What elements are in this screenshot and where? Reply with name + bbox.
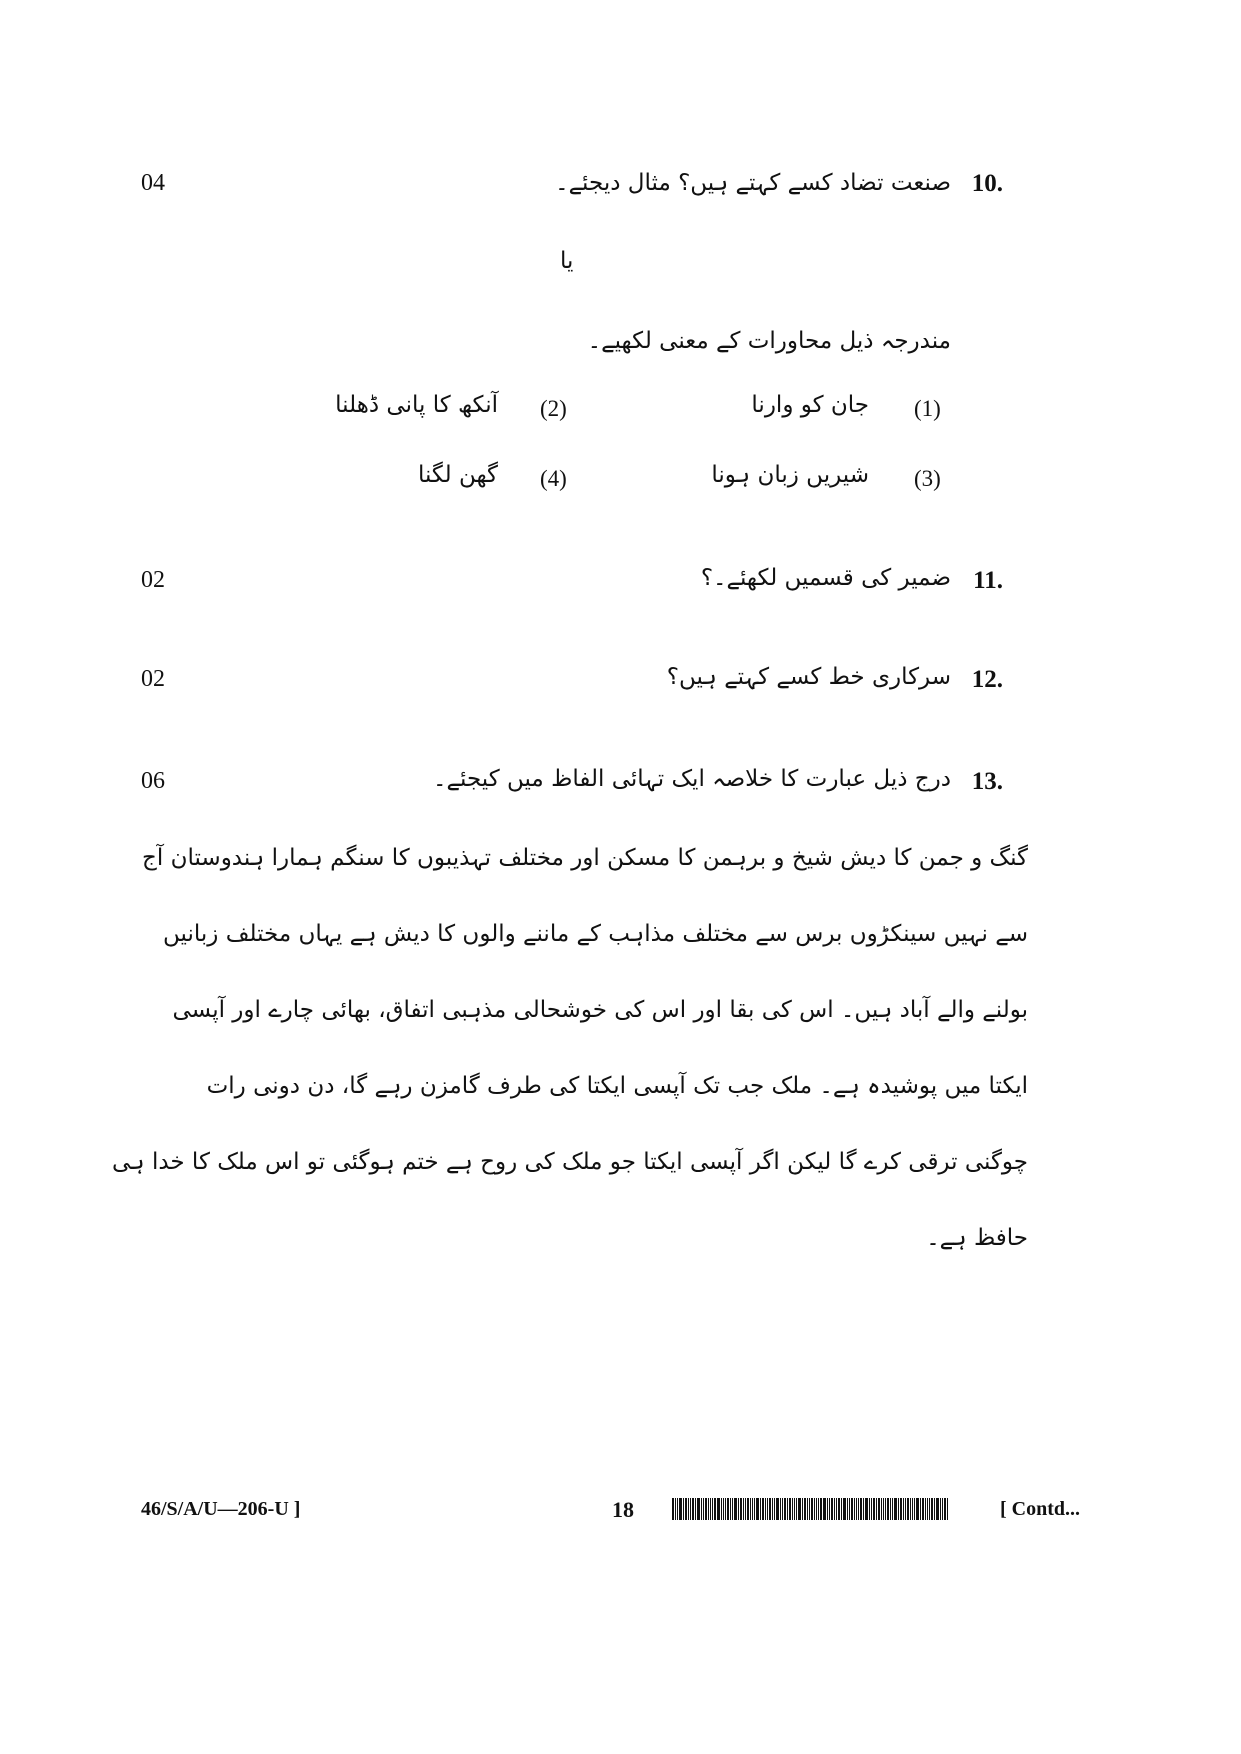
barcode-bar (701, 1498, 702, 1520)
barcode-bar (712, 1498, 713, 1520)
barcode-bar (898, 1498, 899, 1520)
barcode-bar (836, 1498, 837, 1520)
barcode-bar (863, 1498, 864, 1520)
option-2-text: آنکھ کا پانی ڈھلنا (335, 392, 498, 418)
q13-text: درج ذیل عبارت کا خلاصہ ایک تہائی الفاظ میں کیجئے۔ (433, 766, 951, 792)
q10-alt-instruction: مندرجہ ذیل محاورات کے معنی لکھیے۔ (587, 328, 951, 354)
q12-marks: 02 (141, 666, 165, 692)
barcode-bar (732, 1498, 733, 1520)
barcode-bar (740, 1498, 742, 1520)
barcode-bar (708, 1498, 709, 1520)
barcode-bar (881, 1498, 882, 1520)
option-1-number: (1) (914, 396, 941, 421)
barcode-bar (910, 1498, 911, 1520)
barcode-bar (831, 1498, 833, 1520)
barcode-bar (672, 1498, 674, 1520)
barcode-bar (916, 1498, 919, 1520)
barcode-bar (907, 1498, 909, 1520)
q12-number: 12. (971, 666, 1003, 693)
barcode-bar (834, 1498, 835, 1520)
barcode-bar (769, 1498, 771, 1520)
barcode-bar (818, 1498, 819, 1520)
barcode-bar (721, 1498, 722, 1520)
passage-line: سے نہیں سینکڑوں برس سے مختلف مذاہب کے ماننے والوں کا دیش ہے یہاں مختلف زبانیں (163, 921, 1028, 947)
barcode-bar (776, 1498, 779, 1520)
or-label: یا (560, 248, 574, 274)
barcode-bar (903, 1498, 904, 1520)
barcode-bar (869, 1498, 870, 1520)
barcode-bar (798, 1498, 801, 1520)
barcode-bar (750, 1498, 751, 1520)
barcode-bar (847, 1498, 848, 1520)
q10-marks: 04 (141, 170, 165, 196)
barcode-bar (747, 1498, 749, 1520)
q11-number: 11. (973, 567, 1003, 594)
barcode-bar (838, 1498, 840, 1520)
barcode-bar (912, 1498, 913, 1520)
barcode-bar (692, 1498, 694, 1520)
barcode-bar (754, 1498, 755, 1520)
barcode-bar (734, 1498, 737, 1520)
barcode-bar (929, 1498, 930, 1520)
barcode-bar (677, 1498, 678, 1520)
option-4-text: گھن لگنا (417, 462, 498, 488)
barcode-bar (940, 1498, 941, 1520)
passage-line: حافظ ہے۔ (926, 1225, 1028, 1251)
barcode-bar (760, 1498, 761, 1520)
q10-text: صنعت تضاد کسے کہتے ہیں؟ مثال دیجئے۔ (555, 170, 951, 196)
q11-text: ضمیر کی قسمیں لکھئے۔؟ (700, 565, 951, 591)
barcode-bar (925, 1498, 926, 1520)
barcode-bar (871, 1498, 872, 1520)
barcode-bar (780, 1498, 781, 1520)
barcode-bar (717, 1498, 720, 1520)
passage-line: گنگ و جمن کا دیش شیخ و برہمن کا مسکن اور مختلف تہذیبوں کا سنگم ہمارا ہندوستان آج (142, 845, 1028, 871)
barcode-bar (890, 1498, 891, 1520)
page-number: 18 (612, 1497, 634, 1522)
barcode-bar (873, 1498, 875, 1520)
passage-line: چوگنی ترقی کرے گا لیکن اگر آپسی ایکتا جو ملک کی روح ہے ختم ہوگئی تو اس ملک کا خدا ہی (111, 1149, 1028, 1175)
barcode-bar (792, 1498, 793, 1520)
barcode-bar (714, 1498, 716, 1520)
barcode-bar (767, 1498, 768, 1520)
barcode-bar (804, 1498, 806, 1520)
barcode-bar (787, 1498, 788, 1520)
barcode-bar (931, 1498, 933, 1520)
barcode-bar (703, 1498, 704, 1520)
barcode-bar (745, 1498, 746, 1520)
barcode-bar (809, 1498, 810, 1520)
barcode-bar (794, 1498, 795, 1520)
barcode-bar (727, 1498, 729, 1520)
q13-passage (111, 820, 1028, 1276)
barcode-bar (823, 1498, 826, 1520)
passage-line: ایکتا میں پوشیدہ ہے۔ ملک جب تک آپسی ایکتا کی طرف گامزن رہے گا، دن دونی رات (206, 1073, 1028, 1099)
barcode-bar (851, 1498, 853, 1520)
barcode-bar (914, 1498, 915, 1520)
barcode-bar (743, 1498, 744, 1520)
barcode-bar (752, 1498, 753, 1520)
barcode-bar (849, 1498, 850, 1520)
barcode-bar (942, 1498, 943, 1520)
barcode-bar (841, 1498, 842, 1520)
q13-marks: 06 (141, 768, 165, 794)
q12-text: سرکاری خط کسے کہتے ہیں؟ (666, 664, 951, 690)
barcode-bar (936, 1498, 939, 1520)
barcode-bar (843, 1498, 846, 1520)
barcode-bar (789, 1498, 791, 1520)
barcode-bar (723, 1498, 724, 1520)
barcode-bar (685, 1498, 687, 1520)
barcode-bar (796, 1498, 797, 1520)
barcode-bar (900, 1498, 902, 1520)
barcode-bar (710, 1498, 711, 1520)
barcode-bar (887, 1498, 889, 1520)
barcode-bar (705, 1498, 707, 1520)
barcode-bar (865, 1498, 868, 1520)
barcode-bar (922, 1498, 924, 1520)
barcode-bar (730, 1498, 731, 1520)
barcode-bar (762, 1498, 764, 1520)
barcode-bar (774, 1498, 775, 1520)
option-4-number: (4) (540, 466, 567, 491)
barcode-bar (738, 1498, 739, 1520)
barcode-bar (679, 1498, 682, 1520)
q10-number: 10. (971, 170, 1003, 197)
barcode-bar (927, 1498, 928, 1520)
barcode-bar (772, 1498, 773, 1520)
barcode-bar (820, 1498, 822, 1520)
barcode-bar (807, 1498, 808, 1520)
barcode-bar (854, 1498, 855, 1520)
barcode-bar (811, 1498, 813, 1520)
q11-marks: 02 (141, 567, 165, 593)
barcode-bar (688, 1498, 689, 1520)
barcode-bar (725, 1498, 726, 1520)
barcode-bar (697, 1498, 700, 1520)
barcode-bar (934, 1498, 935, 1520)
barcode-bar (690, 1498, 691, 1520)
barcode-bar (827, 1498, 828, 1520)
barcode-bar (695, 1498, 696, 1520)
option-3-number: (3) (914, 466, 941, 491)
barcode-bar (782, 1498, 783, 1520)
barcode-bar (814, 1498, 815, 1520)
barcode-bar (905, 1498, 906, 1520)
barcode-bar (947, 1498, 948, 1520)
barcode-bar (756, 1498, 759, 1520)
barcode-bar (856, 1498, 857, 1520)
barcode-bar (876, 1498, 877, 1520)
q13-number: 13. (971, 768, 1003, 795)
option-1-text: جان کو وارنا (751, 392, 869, 418)
barcode-bar (765, 1498, 766, 1520)
barcode-bar (920, 1498, 921, 1520)
barcode-bar (883, 1498, 884, 1520)
barcode-bar (675, 1498, 676, 1520)
passage-line: بولنے والے آباد ہیں۔ اس کی بقا اور اس کی خوشحالی مذہبی اتفاق، بھائی چارے اور آپسی (172, 997, 1028, 1023)
paper-code: 46/S/A/U—206-U ] (141, 1498, 301, 1520)
contd-label: [ Contd... (1000, 1498, 1081, 1520)
option-3-text: شیریں زبان ہونا (711, 462, 869, 488)
barcode-bar (860, 1498, 862, 1520)
barcode-bar (892, 1498, 893, 1520)
barcode-bar (816, 1498, 817, 1520)
barcode-bar (802, 1498, 803, 1520)
option-2-number: (2) (540, 396, 567, 421)
barcode-bar (944, 1498, 946, 1520)
barcode-bar (683, 1498, 684, 1520)
barcode-bar (858, 1498, 859, 1520)
barcode-bar (829, 1498, 830, 1520)
barcode (672, 1498, 990, 1520)
barcode-bar (894, 1498, 897, 1520)
barcode-bar (784, 1498, 786, 1520)
barcode-bar (885, 1498, 886, 1520)
barcode-bar (878, 1498, 880, 1520)
